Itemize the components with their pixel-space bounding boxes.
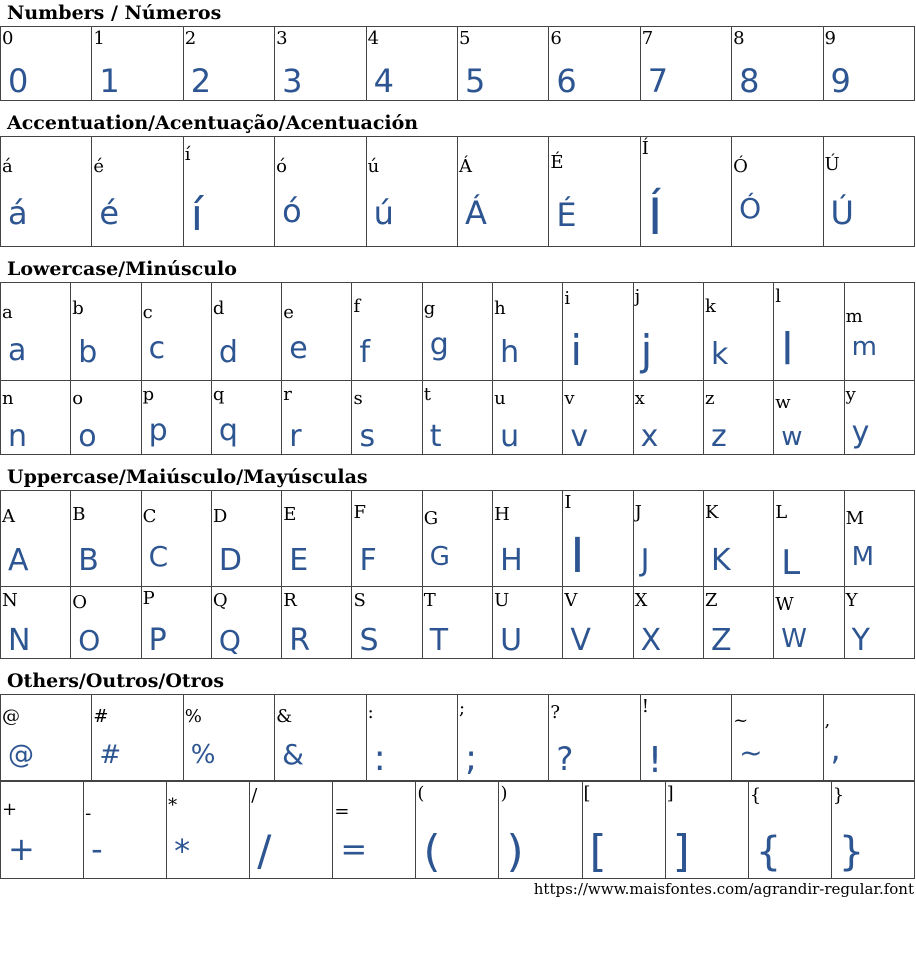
glyph-cell <box>1 137 92 247</box>
glyph-sample: Q <box>218 624 241 657</box>
glyph-cell <box>183 137 274 247</box>
glyph-cell <box>282 587 352 659</box>
glyph-cell <box>1 283 71 381</box>
char-label: ó <box>276 156 288 177</box>
glyph-sample: ú <box>373 194 394 232</box>
glyph-sample: E <box>289 543 309 578</box>
glyph-sample: @ <box>8 740 34 770</box>
glyph-sample: { <box>755 829 782 875</box>
char-label: D <box>212 506 228 527</box>
glyph-cell <box>183 27 274 101</box>
char-label: á <box>2 156 13 177</box>
glyph-sample: 5 <box>464 62 486 100</box>
glyph-sample: x <box>640 419 659 454</box>
glyph-sample: 1 <box>99 62 120 100</box>
char-label: z <box>704 388 715 409</box>
char-label: 5 <box>458 28 471 49</box>
glyph-sample: D <box>218 543 242 578</box>
glyph-sample: + <box>8 830 35 868</box>
glyph-cell <box>1 27 92 101</box>
others-grid-2 <box>0 781 915 879</box>
char-label: 4 <box>367 28 380 49</box>
char-label: Q <box>212 590 228 611</box>
glyph-sample: H <box>500 543 523 578</box>
char-label: % <box>184 706 202 727</box>
glyph-cell <box>282 283 352 381</box>
char-label: u <box>494 388 506 409</box>
glyph-cell <box>352 491 422 587</box>
glyph-sample: c <box>148 331 166 366</box>
char-label: 8 <box>733 28 745 49</box>
glyph-sample: K <box>710 543 731 578</box>
char-label: s <box>353 388 363 409</box>
glyph-cell <box>633 491 703 587</box>
glyph-sample: Z <box>710 623 732 658</box>
char-label: - <box>85 803 92 824</box>
glyph-sample: M <box>851 542 874 572</box>
char-label: h <box>494 298 506 319</box>
char-label: ? <box>550 702 560 723</box>
char-label: e <box>283 302 294 323</box>
char-label: , <box>824 710 831 731</box>
glyph-cell <box>774 491 844 587</box>
glyph-cell <box>141 381 211 455</box>
glyph-cell <box>211 381 281 455</box>
char-label: Z <box>704 590 718 611</box>
glyph-sample: h <box>500 335 520 370</box>
char-label: M <box>845 508 864 529</box>
char-label: B <box>72 504 86 525</box>
char-label: = <box>334 801 350 822</box>
glyph-sample: p <box>148 413 168 448</box>
glyph-sample: N <box>8 623 31 658</box>
char-label: # <box>93 706 109 727</box>
char-label: O <box>72 592 88 613</box>
char-label: 6 <box>550 28 562 49</box>
glyph-sample: Á <box>464 194 487 232</box>
char-label: E <box>283 504 297 525</box>
char-label: J <box>634 502 642 523</box>
glyph-sample: 6 <box>556 62 577 100</box>
glyph-cell <box>167 782 250 879</box>
glyph-cell <box>732 27 823 101</box>
numbers-row <box>1 27 915 101</box>
source-url[interactable]: https://www.maisfontes.com/agrandir-regular.font <box>533 880 914 898</box>
uppercase-row <box>1 587 915 659</box>
glyph-cell <box>352 283 422 381</box>
char-label: i <box>564 288 571 309</box>
glyph-sample: á <box>8 194 28 232</box>
char-label: X <box>634 590 648 611</box>
char-label: L <box>775 502 788 523</box>
glyph-cell <box>774 587 844 659</box>
glyph-cell <box>748 782 831 879</box>
glyph-sample: t <box>429 419 442 454</box>
char-label: * <box>168 795 178 816</box>
glyph-cell <box>1 381 71 455</box>
others-row <box>1 695 915 781</box>
glyph-cell <box>422 283 492 381</box>
char-label: I <box>564 492 572 513</box>
glyph-cell <box>366 137 457 247</box>
others-row <box>1 782 915 879</box>
char-label: 7 <box>641 28 654 49</box>
glyph-cell <box>416 782 499 879</box>
glyph-sample: 3 <box>282 62 303 100</box>
glyph-sample: [ <box>589 826 607 877</box>
char-label: ( <box>417 783 425 804</box>
char-label: { <box>749 785 762 806</box>
char-label: F <box>353 502 366 523</box>
char-label: H <box>494 504 510 525</box>
glyph-sample: I <box>570 528 585 584</box>
char-label: b <box>72 298 84 319</box>
glyph-cell <box>703 491 773 587</box>
char-label: x <box>634 388 645 409</box>
char-label: S <box>353 590 366 611</box>
glyph-sample: C <box>148 540 169 573</box>
glyph-cell <box>1 695 92 781</box>
char-label: d <box>212 298 225 319</box>
char-label: Ó <box>733 156 748 177</box>
char-label: + <box>2 799 18 820</box>
char-label: é <box>93 156 105 177</box>
glyph-sample: # <box>99 740 122 770</box>
char-label: w <box>775 392 791 413</box>
glyph-sample: B <box>78 543 99 578</box>
glyph-sample: 2 <box>190 62 212 100</box>
glyph-sample: k <box>710 337 729 372</box>
glyph-sample: S <box>359 623 379 658</box>
char-label: ) <box>500 783 508 804</box>
char-label: g <box>423 298 436 319</box>
char-label: o <box>72 388 84 409</box>
others-grid-1 <box>0 694 915 781</box>
glyph-cell <box>563 587 633 659</box>
glyph-cell <box>633 381 703 455</box>
char-label: ; <box>458 698 466 719</box>
char-label: 2 <box>184 28 197 49</box>
char-label: c <box>142 302 153 323</box>
glyph-sample: O <box>78 624 101 657</box>
glyph-sample: y <box>851 415 870 450</box>
char-label: É <box>550 152 564 173</box>
char-label: U <box>494 590 510 611</box>
char-label: k <box>704 296 716 317</box>
glyph-sample: : <box>373 738 386 779</box>
glyph-sample: Í <box>647 188 663 246</box>
glyph-sample: ) <box>506 826 524 877</box>
glyph-sample: l <box>781 324 794 375</box>
glyph-cell <box>844 381 914 455</box>
char-label: t <box>423 384 432 405</box>
glyph-cell <box>732 695 823 781</box>
glyph-cell <box>844 587 914 659</box>
lowercase-grid <box>0 282 915 455</box>
char-label: v <box>564 388 575 409</box>
glyph-cell <box>275 137 366 247</box>
glyph-cell <box>640 137 731 247</box>
glyph-sample: = <box>340 830 368 868</box>
glyph-cell <box>563 283 633 381</box>
glyph-cell <box>493 491 563 587</box>
glyph-cell <box>703 381 773 455</box>
glyph-cell <box>1 491 71 587</box>
char-label: / <box>251 785 258 806</box>
section-title-others: Others/Outros/Otros <box>7 670 225 692</box>
glyph-cell <box>422 587 492 659</box>
glyph-sample: - <box>91 830 103 868</box>
glyph-sample: % <box>190 740 216 770</box>
glyph-sample: V <box>570 623 591 658</box>
glyph-cell <box>831 782 914 879</box>
glyph-cell <box>563 381 633 455</box>
glyph-cell <box>141 491 211 587</box>
glyph-sample: ! <box>647 740 663 781</box>
glyph-cell <box>1 587 71 659</box>
glyph-cell <box>493 381 563 455</box>
glyph-sample: 7 <box>647 62 669 100</box>
glyph-sample: A <box>8 543 29 578</box>
glyph-sample: 8 <box>739 62 760 100</box>
glyph-cell <box>1 782 84 879</box>
char-label: ú <box>367 156 380 177</box>
glyph-sample: 4 <box>373 62 394 100</box>
glyph-cell <box>457 695 548 781</box>
glyph-cell <box>493 283 563 381</box>
glyph-sample: F <box>359 543 377 578</box>
char-label: } <box>832 785 845 806</box>
char-label: Ú <box>824 154 840 175</box>
char-label: N <box>2 590 18 611</box>
glyph-cell <box>640 695 731 781</box>
glyph-cell <box>282 491 352 587</box>
glyph-sample: d <box>218 335 238 370</box>
glyph-cell <box>92 695 183 781</box>
char-label: r <box>283 384 292 405</box>
glyph-sample: / <box>257 826 272 875</box>
glyph-sample: q <box>218 413 238 448</box>
char-label: G <box>423 508 439 529</box>
glyph-cell <box>499 782 582 879</box>
char-label: A <box>2 506 15 527</box>
glyph-cell <box>366 695 457 781</box>
char-label: P <box>142 588 155 609</box>
glyph-cell <box>633 587 703 659</box>
char-label: y <box>845 384 856 405</box>
glyph-cell <box>275 27 366 101</box>
section-title-uppercase: Uppercase/Maiúsculo/Mayúsculas <box>7 466 368 488</box>
glyph-cell <box>563 491 633 587</box>
char-label: Y <box>845 590 858 611</box>
glyph-sample: g <box>429 327 449 362</box>
char-label: ! <box>641 696 649 717</box>
lowercase-row <box>1 283 915 381</box>
glyph-sample: Ó <box>739 192 762 225</box>
char-label: q <box>212 384 225 405</box>
glyph-sample: a <box>8 333 27 368</box>
glyph-cell <box>549 137 640 247</box>
glyph-cell <box>823 27 914 101</box>
char-label: T <box>423 590 436 611</box>
uppercase-row <box>1 491 915 587</box>
glyph-sample: & <box>282 738 305 771</box>
glyph-cell <box>366 27 457 101</box>
glyph-sample: ] <box>672 826 690 877</box>
glyph-cell <box>211 283 281 381</box>
glyph-sample: W <box>781 624 807 654</box>
glyph-cell <box>823 695 914 781</box>
glyph-sample: v <box>570 419 589 454</box>
glyph-sample: 9 <box>830 62 851 100</box>
char-label: W <box>775 594 794 615</box>
glyph-sample: * <box>174 832 191 870</box>
glyph-cell <box>633 283 703 381</box>
glyph-sample: u <box>500 419 520 454</box>
lowercase-row <box>1 381 915 455</box>
numbers-grid <box>0 26 915 101</box>
glyph-cell <box>141 587 211 659</box>
glyph-cell <box>422 491 492 587</box>
glyph-sample: n <box>8 419 28 454</box>
char-label: Á <box>458 156 472 177</box>
char-label: í <box>184 144 191 165</box>
glyph-sample: s <box>359 419 376 454</box>
char-label: R <box>283 590 297 611</box>
glyph-sample: L <box>781 543 801 583</box>
section-title-accents: Accentuation/Acentuação/Acentuación <box>7 112 419 134</box>
glyph-sample: Ú <box>830 194 854 232</box>
glyph-sample: R <box>289 623 311 658</box>
glyph-sample: e <box>289 331 308 366</box>
char-label: p <box>142 384 155 405</box>
glyph-cell <box>844 491 914 587</box>
glyph-sample: P <box>148 623 167 658</box>
char-label: ] <box>666 783 674 804</box>
char-label: C <box>142 506 157 527</box>
char-label: f <box>353 296 361 317</box>
glyph-cell <box>549 695 640 781</box>
glyph-cell <box>774 381 844 455</box>
glyph-cell <box>71 381 141 455</box>
glyph-sample: ? <box>556 740 574 778</box>
glyph-cell <box>282 381 352 455</box>
glyph-cell <box>823 137 914 247</box>
glyph-cell <box>141 283 211 381</box>
glyph-cell <box>457 27 548 101</box>
glyph-sample: í <box>190 190 204 241</box>
char-label: K <box>704 502 719 523</box>
section-title-numbers: Numbers / Números <box>7 2 222 24</box>
glyph-sample: o <box>78 419 97 454</box>
section-title-lowercase: Lowercase/Minúsculo <box>7 258 237 280</box>
char-label: l <box>775 286 782 307</box>
glyph-sample: X <box>640 623 662 658</box>
glyph-cell <box>352 381 422 455</box>
glyph-sample: m <box>851 332 877 362</box>
glyph-sample: j <box>640 326 653 375</box>
glyph-cell <box>84 782 167 879</box>
char-label: n <box>2 388 14 409</box>
uppercase-grid <box>0 490 915 659</box>
glyph-cell <box>457 137 548 247</box>
glyph-cell <box>211 587 281 659</box>
glyph-sample: ; <box>464 738 478 779</box>
glyph-cell <box>71 283 141 381</box>
glyph-cell <box>92 27 183 101</box>
char-label: [ <box>583 783 591 804</box>
char-label: 9 <box>824 28 836 49</box>
glyph-cell <box>732 137 823 247</box>
char-label: j <box>634 286 641 307</box>
char-label: @ <box>2 706 20 727</box>
glyph-sample: r <box>289 419 302 454</box>
glyph-sample: T <box>429 623 449 658</box>
glyph-sample: ( <box>423 826 441 877</box>
glyph-cell <box>211 491 281 587</box>
glyph-cell <box>71 587 141 659</box>
glyph-sample: ~ <box>739 736 763 769</box>
char-label: m <box>845 306 863 327</box>
glyph-cell <box>582 782 665 879</box>
char-label: ~ <box>733 710 749 731</box>
glyph-sample: b <box>78 335 98 370</box>
glyph-sample: f <box>359 335 371 370</box>
glyph-cell <box>92 137 183 247</box>
glyph-cell <box>493 587 563 659</box>
glyph-sample: é <box>99 194 120 232</box>
glyph-sample: J <box>640 543 650 578</box>
glyph-sample: , <box>830 730 841 768</box>
glyph-sample: É <box>556 196 577 234</box>
char-label: V <box>564 590 578 611</box>
glyph-cell <box>703 587 773 659</box>
glyph-cell <box>250 782 333 879</box>
glyph-cell <box>71 491 141 587</box>
glyph-cell <box>774 283 844 381</box>
glyph-cell <box>844 283 914 381</box>
glyph-cell <box>333 782 416 879</box>
glyph-cell <box>183 695 274 781</box>
glyph-cell <box>665 782 748 879</box>
glyph-sample: z <box>710 419 727 454</box>
glyph-cell <box>549 27 640 101</box>
char-label: 3 <box>276 28 288 49</box>
glyph-cell <box>640 27 731 101</box>
glyph-sample: G <box>429 542 450 572</box>
char-label: a <box>2 302 13 323</box>
char-label: : <box>367 702 374 723</box>
glyph-sample: w <box>781 422 803 452</box>
glyph-cell <box>352 587 422 659</box>
char-label: Í <box>641 138 649 159</box>
char-label: 0 <box>2 28 14 49</box>
char-label: 1 <box>93 28 105 49</box>
glyph-sample: 0 <box>8 62 29 100</box>
glyph-sample: U <box>500 623 523 658</box>
accents-row <box>1 137 915 247</box>
glyph-cell <box>422 381 492 455</box>
glyph-sample: } <box>838 829 865 875</box>
glyph-sample: ó <box>282 192 302 230</box>
char-label: & <box>276 706 293 727</box>
accents-grid <box>0 136 915 247</box>
glyph-cell <box>275 695 366 781</box>
glyph-sample: Y <box>851 623 870 658</box>
glyph-cell <box>703 283 773 381</box>
glyph-sample: i <box>570 326 583 375</box>
